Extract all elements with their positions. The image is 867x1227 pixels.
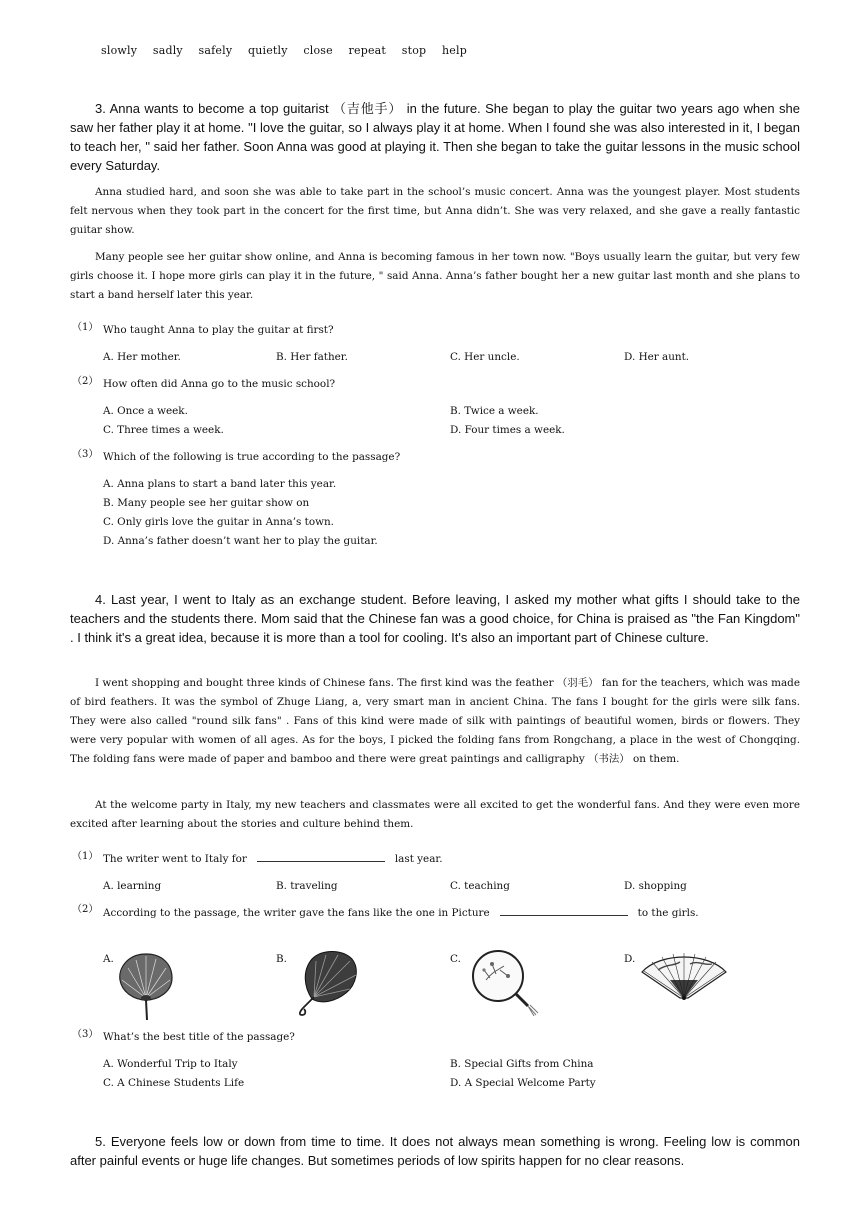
option-b[interactable]: B. traveling xyxy=(276,880,338,892)
option-c[interactable]: C. A Chinese Students Life xyxy=(103,1077,245,1089)
option-d[interactable]: D. Anna’s father doesn’t want her to play the guitar. xyxy=(103,535,378,547)
question-number: （2） xyxy=(72,376,99,387)
option-a[interactable]: A. xyxy=(103,953,114,965)
folding-fan-icon[interactable] xyxy=(640,950,728,1002)
word-bank xyxy=(101,44,479,57)
question-text: How often did Anna go to the music school? xyxy=(103,378,336,390)
word-bank-item: quietly xyxy=(247,44,288,57)
option-a[interactable]: A. Wonderful Trip to Italy xyxy=(103,1058,238,1070)
option-a[interactable]: A. Once a week. xyxy=(103,405,188,417)
question-text: According to the passage, the writer gave the fans like the one in Picture to the girls. xyxy=(103,907,699,919)
round-silk-fan-icon[interactable] xyxy=(468,946,542,1020)
question-text: Which of the following is true according to the passage? xyxy=(103,451,401,463)
leaf-fan-icon[interactable] xyxy=(114,950,178,1022)
question-number: （3） xyxy=(72,449,99,460)
word-bank-item: slowly xyxy=(101,44,138,57)
option-d[interactable]: D. Her aunt. xyxy=(624,351,690,363)
answer-blank[interactable] xyxy=(257,851,385,862)
word-bank-item: repeat xyxy=(348,44,387,57)
passage3-paragraph: Anna studied hard, and soon she was able to take part in the school’s music concert. Anna was the youngest player. Most students felt nervous when they took part in the concert for the first time, but Anna didn’t. She was very relaxed, and she gave a really fantastic guitar show. xyxy=(70,186,800,236)
answer-blank[interactable] xyxy=(500,905,628,916)
option-a[interactable]: A. Her mother. xyxy=(103,351,181,363)
word-bank-item: stop xyxy=(401,44,427,57)
passage5-intro: 5. Everyone feels low or down from time to time. It does not always mean something is wrong. Feeling low is common after painful events or huge life changes. But sometimes periods of low spirits happen for no clear reasons. xyxy=(70,1134,800,1168)
option-d[interactable]: D. xyxy=(624,953,636,965)
feather-fan-icon[interactable] xyxy=(292,947,362,1019)
question-text: What’s the best title of the passage? xyxy=(103,1031,295,1043)
word-bank-item: sadly xyxy=(152,44,183,57)
option-d[interactable]: D. Four times a week. xyxy=(450,424,565,436)
question-text: The writer went to Italy for last year. xyxy=(103,853,443,865)
option-b[interactable]: B. Special Gifts from China xyxy=(450,1058,594,1070)
option-b[interactable]: B. Her father. xyxy=(276,351,348,363)
option-a[interactable]: A. learning xyxy=(103,880,162,892)
option-c[interactable]: C. Three times a week. xyxy=(103,424,224,436)
option-b[interactable]: B. Twice a week. xyxy=(450,405,539,417)
question-number: （3） xyxy=(72,1029,99,1040)
passage4-paragraph: I went shopping and bought three kinds of Chinese fans. The first kind was the feather （羽毛） fan for the teachers, which was made of bird feathers. It was the symbol of Zhuge Liang, a, very smart man in ancient China. The fans I bought for the girls were silk fans. They were also called "round silk fans" . Fans of this kind were made of silk with paintings of beautiful women, birds or flowers. They were very popular with women of all ages. As for the boys, I picked the folding fans from Rongchang, a place in the west of Chongqing. The folding fans were made of paper and bamboo and there were great paintings and calligraphy （书法） on them. xyxy=(70,677,800,765)
option-a[interactable]: A. Anna plans to start a band later this year. xyxy=(103,478,337,490)
word-bank-item: safely xyxy=(198,44,233,57)
option-c[interactable]: C. xyxy=(450,953,461,965)
option-b[interactable]: B. Many people see her guitar show on xyxy=(103,497,310,509)
option-d[interactable]: D. A Special Welcome Party xyxy=(450,1077,596,1089)
option-b[interactable]: B. xyxy=(276,953,287,965)
question-number: （1） xyxy=(72,851,99,862)
option-c[interactable]: C. Her uncle. xyxy=(450,351,520,363)
passage4-paragraph: At the welcome party in Italy, my new teachers and classmates were all excited to get the wonderful fans. And they were even more excited after learning about the stories and culture behind them. xyxy=(70,799,800,830)
word-bank-item: help xyxy=(441,44,467,57)
word-bank-item: close xyxy=(303,44,333,57)
passage3-paragraph: Many people see her guitar show online, and Anna is becoming famous in her town now. "Boys usually learn the guitar, but very few girls choose it. I hope more girls can play it in the future, " said Anna. Anna’s father bought her a new guitar last month and she plans to start a band herself later this year. xyxy=(70,251,800,301)
passage4-intro: 4. Last year, I went to Italy as an exchange student. Before leaving, I asked my mother what gifts I should take to the teachers and the students there. Mom said that the Chinese fan was a good choice, for China is praised as "the Fan Kingdom" . I think it's a great idea, because it is more than a tool for cooling. It's also an important part of Chinese culture. xyxy=(70,592,800,645)
option-c[interactable]: C. Only girls love the guitar in Anna’s town. xyxy=(103,516,334,528)
passage3-intro: 3. Anna wants to become a top guitarist （吉他手） in the future. She began to play the guitar two years ago when she saw her father play it at home. "I love the guitar, so I always play it at home. When I found she was also interested in it, I began to teach her, " said her father. Soon Anna was good at playing it. Then she began to take the guitar lessons in the music school every Saturday. xyxy=(70,101,800,173)
question-number: （1） xyxy=(72,322,99,333)
question-text: Who taught Anna to play the guitar at first? xyxy=(103,324,334,336)
question-number: （2） xyxy=(72,904,99,915)
option-d[interactable]: D. shopping xyxy=(624,880,687,892)
option-c[interactable]: C. teaching xyxy=(450,880,510,892)
